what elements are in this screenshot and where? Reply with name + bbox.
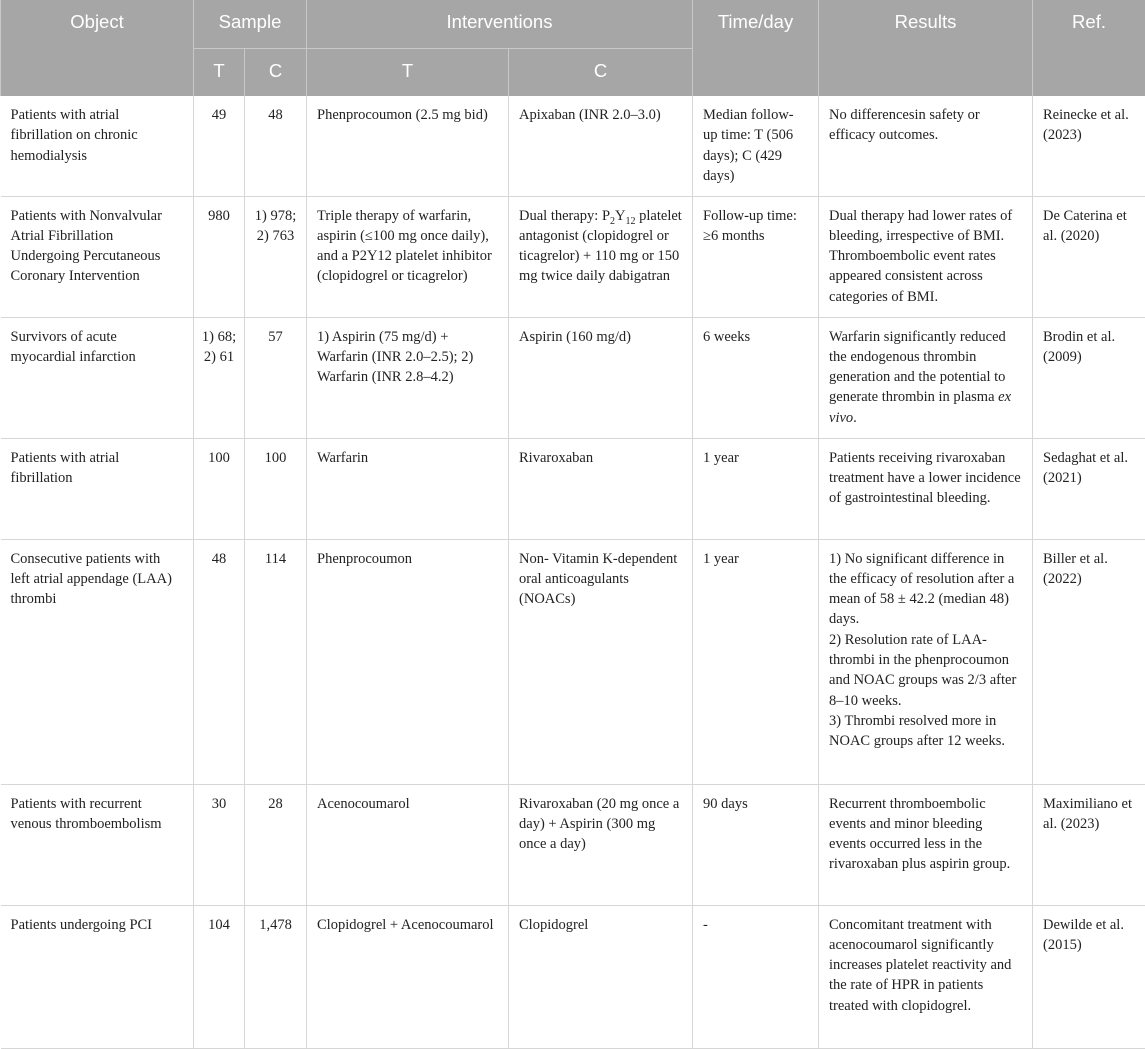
cell-time: 6 weeks — [693, 317, 819, 438]
cell-object: Consecutive patients with left atrial appendage (LAA) thrombi — [1, 539, 194, 784]
cell-sample-c: 100 — [245, 438, 307, 539]
cell-ref: De Caterina et al. (2020) — [1033, 196, 1145, 317]
cell-results — [819, 539, 1033, 784]
cell-intervention-t: Clopidogrel + Acenocoumarol — [307, 905, 509, 1048]
table-row — [1, 784, 1145, 905]
cell-ref: Sedaghat et al. (2021) — [1033, 438, 1145, 539]
cell-object: Survivors of acute myocardial infarction — [1, 317, 194, 438]
cell-ref: Brodin et al. (2009) — [1033, 317, 1145, 438]
cell-intervention-c: Rivaroxaban — [509, 438, 693, 539]
header-interventions-t: T — [307, 48, 509, 96]
cell-ref: Biller et al. (2022) — [1033, 539, 1145, 784]
cell-intervention-c: Dual therapy: $P_2Y_{12}$ platelet antagonist (clopidogrel or ticagrelor) + 110 mg or 150 mg twice daily dabigatran — [509, 196, 693, 317]
result-point-1: 1) No significant difference in the efficacy of resolution after a mean of 58 ± 42.2 (median 48) days. — [829, 549, 1022, 630]
header-ref: Ref. — [1033, 0, 1145, 96]
header-object: Object — [1, 0, 194, 96]
cell-object: Patients with atrial fibrillation on chronic hemodialysis — [1, 96, 194, 196]
cell-ref: Reinecke et al. (2023) — [1033, 96, 1145, 196]
cell-sample-c: 1,478 — [245, 905, 307, 1048]
header-results: Results — [819, 0, 1033, 96]
cell-object: Patients with atrial fibrillation — [1, 438, 194, 539]
cell-time: 1 year — [693, 438, 819, 539]
cell-time: 1 year — [693, 539, 819, 784]
cell-time: Follow-up time: ≥6 months — [693, 196, 819, 317]
cell-intervention-c: Aspirin (160 mg/d) — [509, 317, 693, 438]
table-header — [1, 0, 1145, 96]
cell-object: Patients undergoing PCI — [1, 905, 194, 1048]
header-time: Time/day — [693, 0, 819, 96]
cell-intervention-t: Warfarin — [307, 438, 509, 539]
cell-sample-t: 48 — [194, 539, 245, 784]
header-interventions: Interventions — [307, 0, 693, 48]
cell-sample-c: 114 — [245, 539, 307, 784]
cell-intervention-c: Non- Vitamin K-dependent oral anticoagulants (NOACs) — [509, 539, 693, 784]
table-row — [1, 96, 1145, 196]
cell-sample-t: 1) 68; 2) 61 — [194, 317, 245, 438]
cell-sample-t: 100 — [194, 438, 245, 539]
cell-sample-t: 30 — [194, 784, 245, 905]
header-sample-t: T — [194, 48, 245, 96]
table-row — [1, 317, 1145, 438]
cell-results: Patients receiving rivaroxaban treatment have a lower incidence of gastrointestinal bleeding. — [819, 438, 1033, 539]
table-row — [1, 196, 1145, 317]
table-row — [1, 539, 1145, 784]
header-sample-c: C — [245, 48, 307, 96]
cell-ref: Dewilde et al. (2015) — [1033, 905, 1145, 1048]
result-point-2: 2) Resolution rate of LAA-thrombi in the phenprocoumon and NOAC groups was 2/3 after 8–10 weeks. — [829, 630, 1022, 711]
table-body — [1, 96, 1145, 1048]
cell-time: Median follow-up time: T (506 days); C (429 days) — [693, 96, 819, 196]
cell-intervention-c: Clopidogrel — [509, 905, 693, 1048]
cell-time: 90 days — [693, 784, 819, 905]
table-row — [1, 905, 1145, 1048]
cell-sample-c: 1) 978; 2) 763 — [245, 196, 307, 317]
table-row — [1, 438, 1145, 539]
cell-ref: Maximiliano et al. (2023) — [1033, 784, 1145, 905]
cell-results: Warfarin significantly reduced the endogenous thrombin generation and the potential to generate thrombin in plasma ex vivo. — [819, 317, 1033, 438]
cell-intervention-t: Triple therapy of warfarin, aspirin (≤100 mg once daily), and a P2Y12 platelet inhibitor (clopidogrel or ticagrelor) — [307, 196, 509, 317]
cell-time: - — [693, 905, 819, 1048]
cell-intervention-t: Phenprocoumon (2.5 mg bid) — [307, 96, 509, 196]
cell-intervention-t: Acenocoumarol — [307, 784, 509, 905]
result-point-3: 3) Thrombi resolved more in NOAC groups after 12 weeks. — [829, 711, 1022, 752]
cell-intervention-t: Phenprocoumon — [307, 539, 509, 784]
cell-object: Patients with recurrent venous thromboembolism — [1, 784, 194, 905]
header-sample: Sample — [194, 0, 307, 48]
cell-sample-c: 57 — [245, 317, 307, 438]
cell-intervention-c: Rivaroxaban (20 mg once a day) + Aspirin (300 mg once a day) — [509, 784, 693, 905]
cell-sample-t: 104 — [194, 905, 245, 1048]
cell-results: Concomitant treatment with acenocoumarol significantly increases platelet reactivity and the rate of HPR in patients treated with clopidogrel. — [819, 905, 1033, 1048]
cell-results: Recurrent thromboembolic events and minor bleeding events occurred less in the rivaroxaban plus aspirin group. — [819, 784, 1033, 905]
cell-results: No differencesin safety or efficacy outcomes. — [819, 96, 1033, 196]
header-interventions-c: C — [509, 48, 693, 96]
cell-sample-t: 980 — [194, 196, 245, 317]
cell-intervention-t: 1) Aspirin (75 mg/d) + Warfarin (INR 2.0–2.5); 2) Warfarin (INR 2.8–4.2) — [307, 317, 509, 438]
cell-sample-c: 48 — [245, 96, 307, 196]
cell-results: Dual therapy had lower rates of bleeding, irrespective of BMI. Thromboembolic event rates appeared consistent across categories of BMI. — [819, 196, 1033, 317]
cell-sample-c: 28 — [245, 784, 307, 905]
cell-object: Patients with Nonvalvular Atrial Fibrillation Undergoing Percutaneous Coronary Intervention — [1, 196, 194, 317]
cell-intervention-c: Apixaban (INR 2.0–3.0) — [509, 96, 693, 196]
cell-sample-t: 49 — [194, 96, 245, 196]
